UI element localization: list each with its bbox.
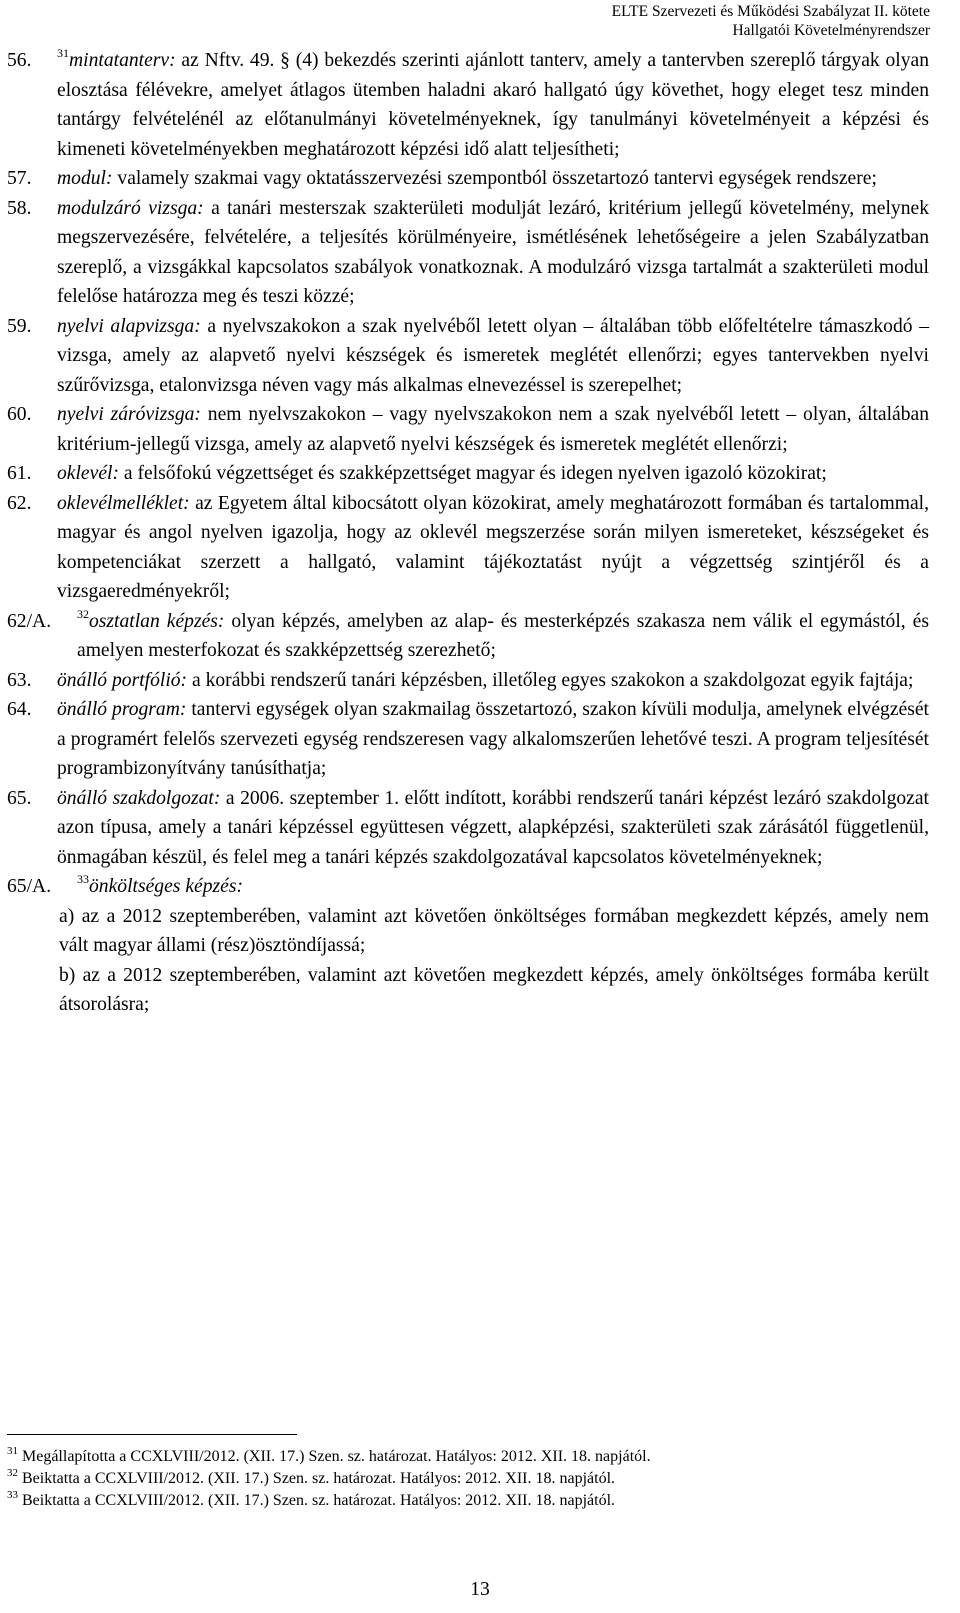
definition-item xyxy=(7,459,929,489)
footnote-number: 31 xyxy=(7,1445,18,1457)
item-number: 62. xyxy=(7,492,32,514)
definition-item xyxy=(7,400,929,459)
footnote-divider xyxy=(7,1434,297,1435)
footnotes xyxy=(7,1446,929,1512)
footnote-ref[interactable]: 31 xyxy=(57,46,69,60)
definition-item xyxy=(7,784,929,873)
item-number: 63. xyxy=(7,669,32,691)
item-number: 60. xyxy=(7,404,32,425)
definition-text: olyan képzés, amelyben az alap- és mesterképzés szakasza nem válik el egymástól, és amelyen mesterfokozat és szakképzettség szerezhető; xyxy=(77,610,929,661)
defined-term: modul: xyxy=(57,168,113,189)
defined-term: önálló portfólió: xyxy=(57,669,188,691)
footnote xyxy=(7,1446,929,1468)
defined-term: önköltséges képzés: xyxy=(89,876,243,897)
defined-term: nyelvi záróvizsga: xyxy=(57,404,201,425)
footnote-ref[interactable]: 32 xyxy=(77,606,89,621)
defined-term: osztatlan képzés: xyxy=(89,610,225,632)
definition-text: a tanári mesterszak szakterületi modulját lezáró, kritérium jellegű követelmény, melynek megszervezésére, felvételére, a teljesítés körülményeire, ismétlésének lehetőségeire a jelen Szabályzatban szereplő, a vizsgákkal kapcsolatos szabályok vonatkoznak. A modulzáró vizsga tartalmát a szakterületi modul felelőse határozza meg és teszi közzé; xyxy=(57,197,929,307)
item-number: 65/A. xyxy=(7,876,52,897)
item-number: 61. xyxy=(7,463,32,484)
defined-term: önálló program: xyxy=(57,699,187,720)
definition-item xyxy=(7,607,929,666)
defined-term: önálló szakdolgozat: xyxy=(57,787,221,809)
definition-item xyxy=(7,489,929,607)
definition-text: nem nyelvszakokon – vagy nyelvszakokon nem a szak nyelvéből letett – olyan, általában kritérium-jellegű vizsga, amely az alapvető nyelvi készségek és ismeretek meglétét ellenőrzi; xyxy=(57,404,930,455)
footnote-number: 33 xyxy=(7,1489,18,1501)
definition-item xyxy=(7,312,929,401)
item-number: 59. xyxy=(7,315,32,337)
footnote-ref[interactable]: 33 xyxy=(77,872,89,886)
item-number: 64. xyxy=(7,699,32,720)
definition-item xyxy=(7,872,929,902)
footnote-text: Megállapította a CCXLVIII/2012. (XII. 17.) Szen. sz. határozat. Hatályos: 2012. XII. 18. napjától. xyxy=(22,1448,651,1465)
item-number: 58. xyxy=(7,197,32,219)
defined-term: oklevélmelléklet: xyxy=(57,492,190,514)
defined-term: modulzáró vizsga: xyxy=(57,197,204,219)
item-number: 62/A. xyxy=(7,610,52,632)
footnote-number: 32 xyxy=(7,1467,18,1479)
definition-text: a nyelvszakokon a szak nyelvéből letett olyan – általában több előfeltételre támaszkodó – vizsga, amely az alapvető nyelvi készségek és ismeretek meglétét ellenőrzi; egyes tantervekben nyelvi szűrővizsga, etalonvizsga néven vagy más alkalmas elnevezéssel is szerepelhet; xyxy=(57,315,929,396)
definition-text: valamely szakmai vagy oktatásszervezési szempontból összetartozó tantervi egységek rendszere; xyxy=(112,168,877,189)
definition-item xyxy=(7,46,929,164)
definition-item xyxy=(7,194,929,312)
running-header xyxy=(612,2,930,40)
footnote-text: Beiktatta a CCXLVIII/2012. (XII. 17.) Szen. sz. határozat. Hatályos: 2012. XII. 18. napjától. xyxy=(22,1492,616,1509)
definition-text: a korábbi rendszerű tanári képzésben, illetőleg egyes szakokon a szakdolgozat egyik fajtája; xyxy=(187,669,914,691)
definition-item xyxy=(7,666,929,696)
defined-term: nyelvi alapvizsga: xyxy=(57,315,201,337)
definition-item xyxy=(7,164,929,194)
definition-item xyxy=(7,695,929,784)
sub-item-a: a) az a 2012 szeptemberében, valamint azt követően önköltséges formában megkezdett képzés, amely nem vált magyar állami (rész)ösztöndíjassá; xyxy=(59,905,929,956)
item-number: 65. xyxy=(7,787,32,809)
definition-text: az Nftv. 49. § (4) bekezdés szerinti ajánlott tanterv, amely a tantervben szereplő tárgyak olyan elosztása félévekre, amelyet átlagos ütemben haladni akaró hallgató úgy követhet, hogy eleget tesz minden tantárgy felvételénél az előtanulmányi követelményeknek, így tanulmányi követelményeit a képzési és kimeneti követelményekben meghatározott képzési idő alatt teljesítheti; xyxy=(57,50,929,160)
footnote xyxy=(7,1490,929,1512)
defined-term: oklevél: xyxy=(57,463,119,484)
defined-term: mintatanterv: xyxy=(69,50,176,71)
page-number: 13 xyxy=(470,1579,490,1600)
sub-item-b: b) az a 2012 szeptemberében, valamint azt követően megkezdett képzés, amely önköltséges formába került átsorolásra; xyxy=(59,964,929,1015)
footnote-text: Beiktatta a CCXLVIII/2012. (XII. 17.) Szen. sz. határozat. Hatályos: 2012. XII. 18. napjától. xyxy=(22,1470,616,1487)
definition-text: az Egyetem által kibocsátott olyan közokirat, amely meghatározott formában és tartalommal, magyar és angol nyelven igazolja, hogy az oklevél megszerzése során milyen ismereteket, készségeket és kompetenciákat szerzett a hallgató, valamint tájékoztatást nyújt a végzettség szintjéről és a vizsgaeredményekről; xyxy=(57,492,929,602)
item-number: 57. xyxy=(7,168,32,189)
definition-text: tantervi egységek olyan szakmailag összetartozó, szakon kívüli modulja, amelynek elvégzését a programért felelős szervezeti egység rendszeresen vagy alkalomszerűen lehetővé teszi. A program teljesítését programbizonyítvány tanúsíthatja; xyxy=(57,699,929,779)
definition-text: a felsőfokú végzettséget és szakképzettséget magyar és idegen nyelven igazoló közokirat; xyxy=(119,463,827,484)
definition-text: a 2006. szeptember 1. előtt indított, korábbi rendszerű tanári képzést lezáró szakdolgozat azon típusa, amely a tanári képzéssel együttesen végzett, alapképzési, szakterületi szak zárásától függetlenül, önmagában készül, és felel meg a tanári képzés szakdolgozatával kapcsolatos követelményeknek; xyxy=(57,787,929,868)
header-subtitle: Hallgatói Követelményrendszer xyxy=(732,22,930,39)
item-number: 56. xyxy=(7,50,32,71)
footnote xyxy=(7,1468,929,1490)
definitions-list xyxy=(7,46,929,1020)
header-title: ELTE Szervezeti és Működési Szabályzat II. kötete xyxy=(611,3,930,20)
